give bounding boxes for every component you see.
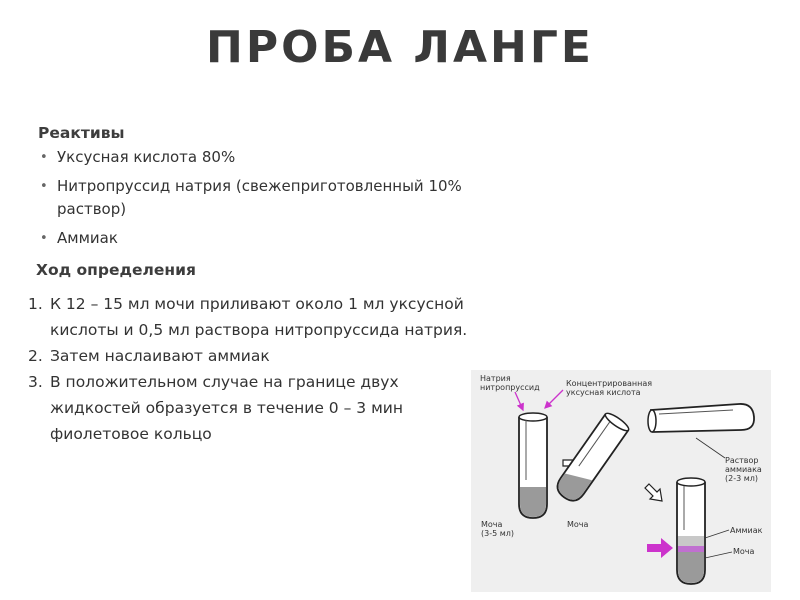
label-urine-2: (3-5 мл): [481, 529, 514, 538]
label-acid-1: Концентрированная: [566, 379, 653, 388]
label-ammonia-solution-3: (2-3 мл): [725, 474, 758, 483]
label-urine-1: Моча: [481, 520, 503, 529]
pointer-arrow-nitroprusside: [515, 392, 523, 410]
step-text: К 12 – 15 мл мочи приливают около 1 мл уксусной кислоты и 0,5 мл раствора нитропруссида натрия.: [50, 295, 468, 339]
label-ammonia-solution-1: Раствор: [725, 456, 759, 465]
step-number: 3.: [28, 373, 43, 391]
pouring-tube: [648, 404, 754, 432]
procedure-steps: [28, 291, 533, 447]
test-tube-diagram: [471, 370, 771, 592]
urine-liquid: [520, 487, 546, 517]
label-nitroprusside-2: нитропруссид: [480, 383, 540, 392]
procedure-step: [28, 369, 428, 447]
procedure-step: [28, 291, 533, 343]
ring-pointer-arrow: [647, 538, 673, 558]
leader-line-urine: [705, 552, 732, 558]
step-text: Затем наслаивают аммиак: [50, 347, 270, 365]
test-tube-tilted: [553, 411, 631, 506]
reagent-item: • Нитропруссид натрия (свежеприготовленный 10% раствор): [38, 175, 508, 221]
procedure-heading: Ход определения: [36, 261, 196, 279]
label-ammonia-solution-2: аммиака: [725, 465, 762, 474]
ammonia-layer: [678, 536, 704, 546]
leader-line-ammonia: [705, 530, 729, 538]
label-urine-final: Моча: [733, 547, 755, 556]
diagram-svg: [471, 370, 771, 592]
step-arrow-2: [645, 484, 662, 501]
violet-ring: [678, 546, 704, 552]
label-nitroprusside-1: Натрия: [480, 374, 511, 383]
step-text: В положительном случае на границе двух жидкостей образуется в течение 0 – 3 мин фиолетовое кольцо: [50, 373, 403, 443]
procedure-step: [28, 343, 533, 369]
step-number: 1.: [28, 295, 43, 313]
label-acid-2: уксусная кислота: [566, 388, 641, 397]
pointer-arrow-acid: [545, 390, 563, 408]
reagent-item: • Уксусная кислота 80%: [38, 146, 508, 169]
label-urine-tilted: Моча: [567, 520, 589, 529]
label-ammonia: Аммиак: [730, 526, 763, 535]
reagents-heading: Реактивы: [38, 124, 125, 142]
reagents-list: [38, 146, 508, 256]
step-number: 2.: [28, 347, 43, 365]
reagent-item: • Аммиак: [38, 227, 508, 250]
urine-liquid-final: [678, 552, 704, 583]
tube-mouth: [519, 413, 547, 421]
slide-title: ПРОБА ЛАНГЕ: [206, 22, 594, 73]
test-tube-final: [677, 478, 705, 584]
leader-line-ammonia-solution: [696, 438, 725, 458]
test-tube-upright: [519, 413, 547, 518]
